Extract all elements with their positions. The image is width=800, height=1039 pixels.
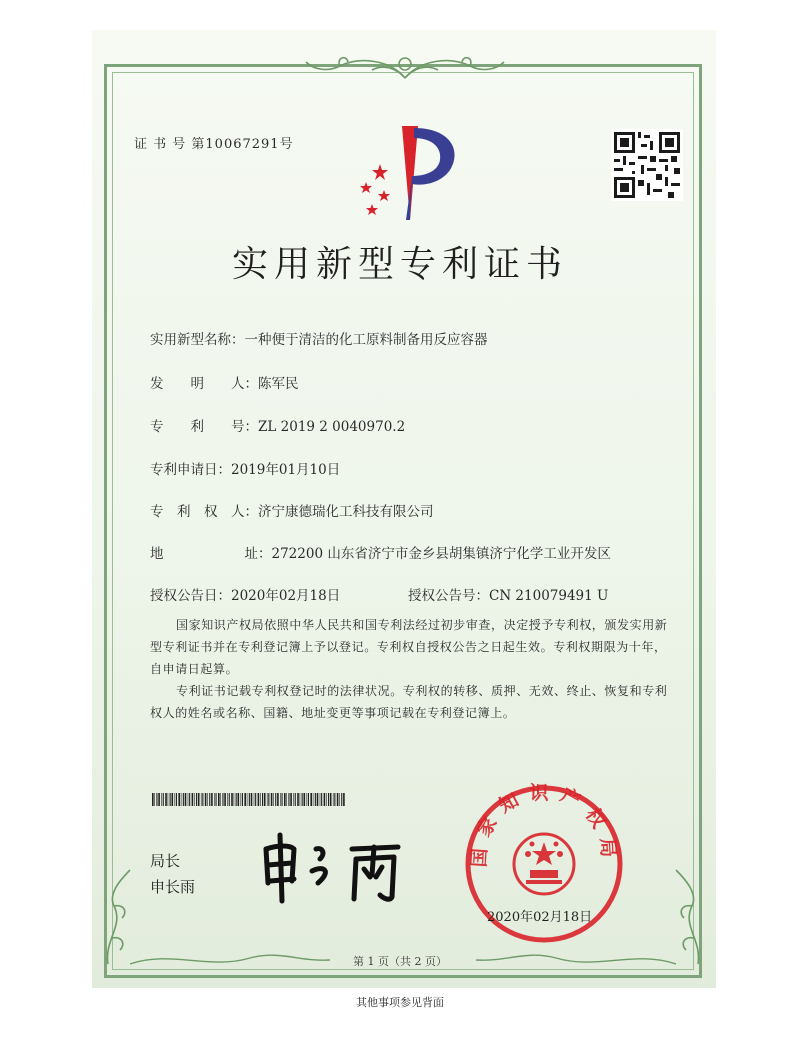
inventor-value: 陈军民 (258, 376, 299, 392)
page-number: 第 1 页（共 2 页） (353, 955, 447, 968)
grant-date-value: 2020年02月18日 (231, 588, 341, 604)
patent-number-row (150, 415, 405, 435)
grant-number-row (408, 584, 608, 604)
utility-model-name-value: 一种便于清洁的化工原料制备用反应容器 (244, 332, 488, 348)
patentee-row (150, 500, 434, 520)
grant-number-label: 授权公告号： (408, 588, 489, 604)
cnipa-logo-icon (350, 120, 468, 220)
qr-code-icon (611, 129, 683, 201)
certificate-number: 证 书 号 第10067291号 (134, 137, 294, 152)
filing-date-row (150, 458, 340, 478)
address-label: 地 址： (150, 546, 272, 562)
inventor-row (150, 372, 299, 392)
inventor-label: 发 明 人： (150, 376, 258, 392)
patentee-label: 专 利 权 人： (150, 504, 258, 520)
top-ornament-icon (300, 50, 510, 84)
director-title: 局长 (150, 852, 181, 870)
patent-number-value: ZL 2019 2 0040970.2 (258, 419, 406, 435)
grant-date-label: 授权公告日： (150, 588, 231, 604)
footer-note: 其他事项参见背面 (356, 996, 444, 1009)
seal-date: 2020年02月18日 (487, 910, 593, 925)
grant-number-value: CN 210079491 U (489, 588, 609, 604)
utility-model-name-label: 实用新型名称： (150, 332, 245, 348)
legal-status-paragraph: 专利证书记载专利权登记时的法律状况。专利权的转移、质押、无效、终止、恢复和专利权人的姓名或名称、国籍、地址变更等事项记载在专利登记簿上。 (150, 684, 668, 720)
utility-model-name-row (150, 328, 488, 348)
address-value: 272200 山东省济宁市金乡县胡集镇济宁化学工业开发区 (271, 546, 611, 562)
patent-number-label: 专 利 号： (150, 419, 258, 435)
certificate-title: 实用新型专利证书 (231, 244, 568, 285)
address-row (150, 542, 611, 562)
patentee-value: 济宁康德瑞化工科技有限公司 (258, 504, 434, 520)
barcode-icon (152, 793, 346, 806)
signature-icon (252, 825, 412, 905)
filing-date-label: 专利申请日： (150, 462, 231, 478)
seal-text: 国家知识产权局 (468, 782, 620, 868)
grant-statement-paragraph: 国家知识产权局依照中华人民共和国专利法经过初步审查，决定授予专利权，颁发实用新型专利证书并在专利登记簿上予以登记。专利权自授权公告之日起生效。专利权期限为十年，自申请日起算。 (150, 618, 668, 676)
filing-date-value: 2019年01月10日 (231, 462, 341, 478)
grant-date-row (150, 584, 340, 604)
director-name: 申长雨 (150, 878, 196, 896)
